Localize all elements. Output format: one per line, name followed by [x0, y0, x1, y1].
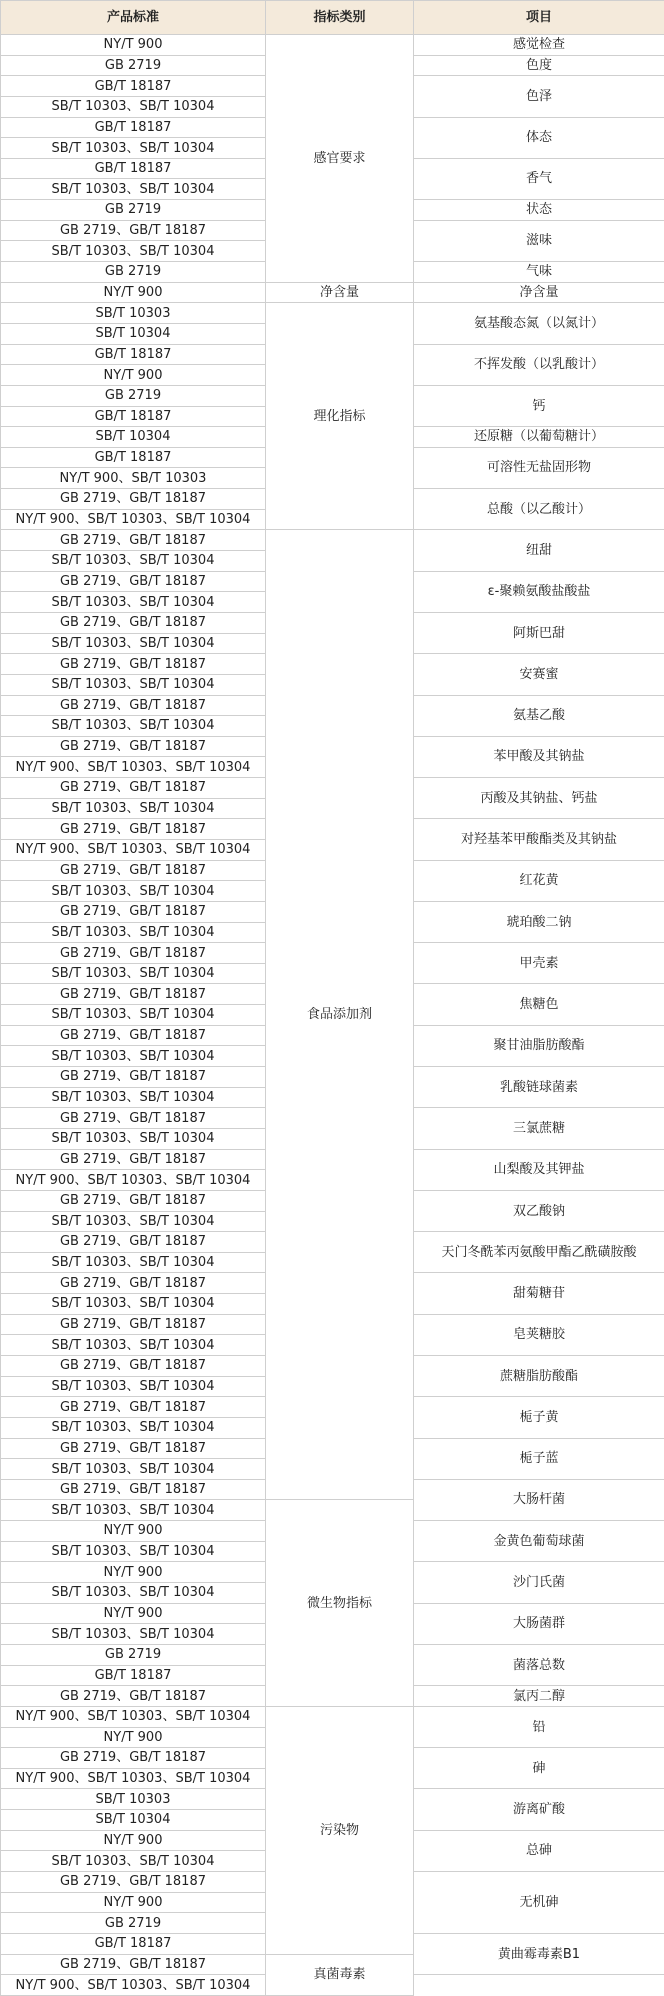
- standard-cell: SB/T 10303、SB/T 10304: [1, 1128, 266, 1149]
- standard-cell: GB 2719、GB/T 18187: [1, 1479, 266, 1500]
- standard-cell: GB 2719、GB/T 18187: [1, 571, 266, 592]
- item-cell: 对羟基苯甲酸酯类及其钠盐: [414, 819, 664, 860]
- standard-cell: NY/T 900: [1, 1830, 266, 1851]
- standard-cell: GB/T 18187: [1, 1665, 266, 1686]
- header-standard: 产品标准: [1, 1, 266, 35]
- item-cell: 琥珀酸二钠: [414, 901, 664, 942]
- standard-cell: GB 2719、GB/T 18187: [1, 984, 266, 1005]
- standard-cell: NY/T 900、SB/T 10303、SB/T 10304: [1, 1170, 266, 1191]
- standard-cell: SB/T 10304: [1, 323, 266, 344]
- standard-cell: GB 2719、GB/T 18187: [1, 901, 266, 922]
- item-cell: 沙门氏菌: [414, 1562, 664, 1603]
- standard-cell: GB 2719、GB/T 18187: [1, 1025, 266, 1046]
- category-cell: 真菌毒素: [266, 1954, 414, 1995]
- table-body: [1, 35, 664, 1996]
- standard-cell: GB 2719、GB/T 18187: [1, 819, 266, 840]
- standard-cell: SB/T 10303、SB/T 10304: [1, 1211, 266, 1232]
- item-cell: 阿斯巴甜: [414, 612, 664, 653]
- item-cell: 山梨酸及其钾盐: [414, 1149, 664, 1190]
- standard-cell: GB 2719: [1, 1644, 266, 1665]
- standard-cell: NY/T 900: [1, 1521, 266, 1542]
- standard-cell: SB/T 10303、SB/T 10304: [1, 1335, 266, 1356]
- standard-cell: GB 2719: [1, 1913, 266, 1934]
- category-cell: 理化指标: [266, 303, 414, 530]
- standard-cell: SB/T 10303、SB/T 10304: [1, 241, 266, 262]
- item-cell: 铅: [414, 1706, 664, 1747]
- item-cell: 感觉检查: [414, 35, 664, 56]
- standard-cell: GB 2719: [1, 55, 266, 76]
- standard-cell: SB/T 10303、SB/T 10304: [1, 1252, 266, 1273]
- standard-cell: NY/T 900: [1, 1727, 266, 1748]
- item-cell: 滋味: [414, 220, 664, 261]
- standard-cell: SB/T 10303: [1, 1789, 266, 1810]
- standard-cell: SB/T 10303、SB/T 10304: [1, 1541, 266, 1562]
- standard-cell: NY/T 900: [1, 1562, 266, 1583]
- header-category: 指标类别: [266, 1, 414, 35]
- item-cell: 金黄色葡萄球菌: [414, 1521, 664, 1562]
- standard-cell: GB 2719、GB/T 18187: [1, 778, 266, 799]
- table-row: [1, 530, 664, 551]
- standard-cell: GB 2719、GB/T 18187: [1, 1108, 266, 1129]
- standard-cell: SB/T 10303、SB/T 10304: [1, 963, 266, 984]
- standard-cell: SB/T 10303、SB/T 10304: [1, 1459, 266, 1480]
- item-cell: 纽甜: [414, 530, 664, 571]
- standard-cell: SB/T 10303、SB/T 10304: [1, 1376, 266, 1397]
- item-cell: 丙酸及其钠盐、钙盐: [414, 778, 664, 819]
- item-cell: 乳酸链球菌素: [414, 1067, 664, 1108]
- standard-cell: GB 2719、GB/T 18187: [1, 530, 266, 551]
- standard-cell: SB/T 10303、SB/T 10304: [1, 138, 266, 159]
- standard-cell: GB 2719、GB/T 18187: [1, 654, 266, 675]
- standard-cell: GB 2719、GB/T 18187: [1, 1232, 266, 1253]
- standard-cell: GB 2719、GB/T 18187: [1, 1397, 266, 1418]
- item-cell: 香气: [414, 158, 664, 199]
- standard-cell: NY/T 900: [1, 35, 266, 56]
- standard-cell: GB 2719、GB/T 18187: [1, 860, 266, 881]
- category-cell: 污染物: [266, 1706, 414, 1954]
- standard-cell: SB/T 10303、SB/T 10304: [1, 1417, 266, 1438]
- category-cell: 净含量: [266, 282, 414, 303]
- standard-cell: SB/T 10304: [1, 1810, 266, 1831]
- standard-cell: NY/T 900、SB/T 10303、SB/T 10304: [1, 509, 266, 530]
- standard-cell: GB 2719、GB/T 18187: [1, 220, 266, 241]
- standard-cell: NY/T 900、SB/T 10303、SB/T 10304: [1, 839, 266, 860]
- standard-cell: GB 2719、GB/T 18187: [1, 1067, 266, 1088]
- item-cell: 栀子黄: [414, 1397, 664, 1438]
- standard-cell: GB 2719: [1, 262, 266, 283]
- item-cell: 甜菊糖苷: [414, 1273, 664, 1314]
- category-cell: 食品添加剂: [266, 530, 414, 1500]
- item-cell: 三氯蔗糖: [414, 1108, 664, 1149]
- standard-cell: GB 2719、GB/T 18187: [1, 695, 266, 716]
- item-cell: 蔗糖脂肪酸酯: [414, 1356, 664, 1397]
- standard-cell: GB 2719、GB/T 18187: [1, 1356, 266, 1377]
- standard-cell: NY/T 900、SB/T 10303、SB/T 10304: [1, 1768, 266, 1789]
- standard-cell: GB 2719、GB/T 18187: [1, 1686, 266, 1707]
- item-cell: 双乙酸钠: [414, 1190, 664, 1231]
- standard-cell: SB/T 10303、SB/T 10304: [1, 1005, 266, 1026]
- item-cell: 可溶性无盐固形物: [414, 447, 664, 488]
- table-row: [1, 1706, 664, 1727]
- standard-cell: SB/T 10303、SB/T 10304: [1, 179, 266, 200]
- item-cell: 天门冬酰苯丙氨酸甲酯乙酰磺胺酸: [414, 1232, 664, 1273]
- standard-cell: SB/T 10303、SB/T 10304: [1, 1500, 266, 1521]
- standard-cell: SB/T 10303、SB/T 10304: [1, 922, 266, 943]
- table-row: [1, 303, 664, 324]
- standard-cell: SB/T 10303、SB/T 10304: [1, 592, 266, 613]
- item-cell: 色度: [414, 55, 664, 76]
- standard-cell: SB/T 10303、SB/T 10304: [1, 96, 266, 117]
- standard-cell: SB/T 10304: [1, 427, 266, 448]
- standard-cell: GB/T 18187: [1, 117, 266, 138]
- item-cell: 菌落总数: [414, 1644, 664, 1685]
- standard-cell: SB/T 10303、SB/T 10304: [1, 551, 266, 572]
- item-cell: 焦糖色: [414, 984, 664, 1025]
- standard-cell: SB/T 10303、SB/T 10304: [1, 716, 266, 737]
- standard-cell: SB/T 10303、SB/T 10304: [1, 1046, 266, 1067]
- standard-cell: SB/T 10303、SB/T 10304: [1, 1851, 266, 1872]
- standard-cell: GB/T 18187: [1, 344, 266, 365]
- standard-cell: GB 2719、GB/T 18187: [1, 1748, 266, 1769]
- item-cell: 还原糖（以葡萄糖计）: [414, 427, 664, 448]
- standard-cell: NY/T 900: [1, 1892, 266, 1913]
- standard-cell: SB/T 10303、SB/T 10304: [1, 674, 266, 695]
- standard-cell: GB 2719、GB/T 18187: [1, 1190, 266, 1211]
- standard-cell: GB 2719、GB/T 18187: [1, 736, 266, 757]
- item-cell: 气味: [414, 262, 664, 283]
- item-cell: 黄曲霉毒素B1: [414, 1933, 664, 1974]
- item-cell: 氨基酸态氮（以氮计）: [414, 303, 664, 344]
- standard-cell: GB 2719、GB/T 18187: [1, 489, 266, 510]
- standard-cell: SB/T 10303、SB/T 10304: [1, 1087, 266, 1108]
- item-cell: 苯甲酸及其钠盐: [414, 736, 664, 777]
- item-cell: 氨基乙酸: [414, 695, 664, 736]
- standard-cell: NY/T 900: [1, 365, 266, 386]
- item-cell: 聚甘油脂肪酸酯: [414, 1025, 664, 1066]
- standard-cell: GB 2719、GB/T 18187: [1, 1872, 266, 1893]
- item-cell: 总酸（以乙酸计）: [414, 489, 664, 530]
- item-cell: 甲壳素: [414, 943, 664, 984]
- standard-cell: GB 2719、GB/T 18187: [1, 1954, 266, 1975]
- standard-cell: SB/T 10303、SB/T 10304: [1, 1294, 266, 1315]
- item-cell: 体态: [414, 117, 664, 158]
- standard-cell: GB 2719、GB/T 18187: [1, 612, 266, 633]
- item-cell: 皂荚糖胶: [414, 1314, 664, 1355]
- category-cell: 感官要求: [266, 35, 414, 283]
- standard-cell: GB 2719: [1, 200, 266, 221]
- item-cell: 大肠菌群: [414, 1603, 664, 1644]
- standard-cell: GB 2719、GB/T 18187: [1, 943, 266, 964]
- item-cell: 净含量: [414, 282, 664, 303]
- header-row: [1, 1, 664, 35]
- standard-cell: GB/T 18187: [1, 406, 266, 427]
- item-cell: 无机砷: [414, 1872, 664, 1934]
- item-cell: ε-聚赖氨酸盐酸盐: [414, 571, 664, 612]
- standard-cell: SB/T 10303、SB/T 10304: [1, 798, 266, 819]
- standard-cell: SB/T 10303、SB/T 10304: [1, 1583, 266, 1604]
- standard-cell: SB/T 10303、SB/T 10304: [1, 881, 266, 902]
- item-cell: 红花黄: [414, 860, 664, 901]
- standard-cell: SB/T 10303: [1, 303, 266, 324]
- standard-cell: NY/T 900: [1, 1603, 266, 1624]
- standard-cell: NY/T 900: [1, 282, 266, 303]
- standard-cell: GB 2719、GB/T 18187: [1, 1273, 266, 1294]
- header-item: 项目: [414, 1, 664, 35]
- item-cell: 游离矿酸: [414, 1789, 664, 1830]
- item-cell: 氯丙二醇: [414, 1686, 664, 1707]
- standard-cell: GB 2719: [1, 385, 266, 406]
- item-cell: 总砷: [414, 1830, 664, 1871]
- standard-cell: GB/T 18187: [1, 447, 266, 468]
- item-cell: 砷: [414, 1748, 664, 1789]
- standard-cell: GB/T 18187: [1, 158, 266, 179]
- item-cell: 色泽: [414, 76, 664, 117]
- category-cell: 微生物指标: [266, 1500, 414, 1706]
- table-row: [1, 282, 664, 303]
- standard-cell: GB/T 18187: [1, 1933, 266, 1954]
- item-cell: 大肠杆菌: [414, 1479, 664, 1520]
- item-cell: 不挥发酸（以乳酸计）: [414, 344, 664, 385]
- standard-cell: NY/T 900、SB/T 10303: [1, 468, 266, 489]
- standard-cell: GB 2719、GB/T 18187: [1, 1149, 266, 1170]
- standard-cell: SB/T 10303、SB/T 10304: [1, 633, 266, 654]
- standard-cell: GB/T 18187: [1, 76, 266, 97]
- standard-cell: NY/T 900、SB/T 10303、SB/T 10304: [1, 1975, 266, 1996]
- standard-cell: NY/T 900、SB/T 10303、SB/T 10304: [1, 1706, 266, 1727]
- standard-cell: SB/T 10303、SB/T 10304: [1, 1624, 266, 1645]
- item-cell: 状态: [414, 200, 664, 221]
- table-row: [1, 35, 664, 56]
- item-cell: 安赛蜜: [414, 654, 664, 695]
- standard-cell: GB 2719、GB/T 18187: [1, 1438, 266, 1459]
- standard-cell: NY/T 900、SB/T 10303、SB/T 10304: [1, 757, 266, 778]
- item-cell: 栀子蓝: [414, 1438, 664, 1479]
- standard-cell: GB 2719、GB/T 18187: [1, 1314, 266, 1335]
- item-cell: 钙: [414, 385, 664, 426]
